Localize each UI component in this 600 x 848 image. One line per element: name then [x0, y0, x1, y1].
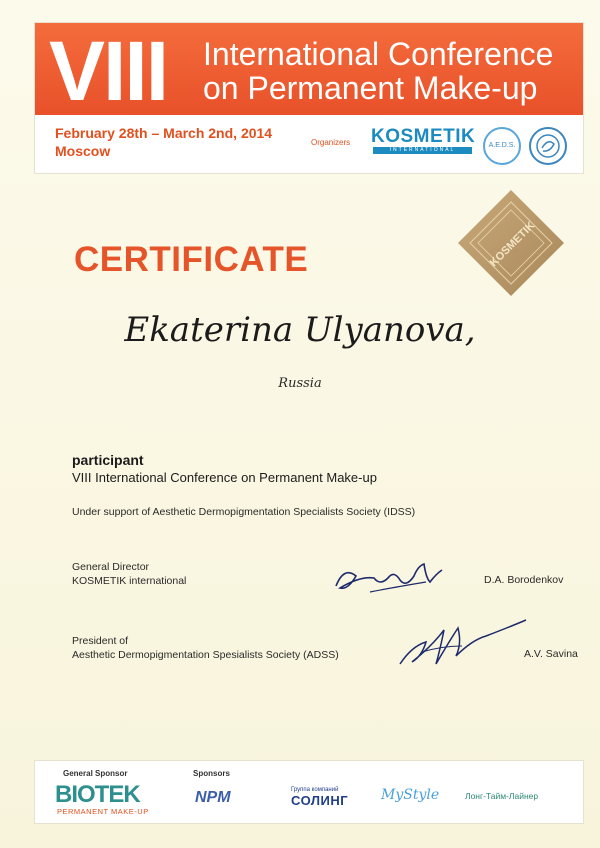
- npm-logo: NPM: [195, 789, 231, 806]
- conference-dates: February 28th – March 2nd, 2014: [55, 125, 273, 141]
- soling-logo: [291, 787, 367, 808]
- recipient-country: Russia: [278, 376, 322, 391]
- soling-logo-top: Группа компаний: [291, 787, 339, 793]
- signatory-1-title-line1: General Director: [72, 561, 150, 573]
- conference-title: [203, 37, 573, 105]
- conference-title-line1: International Conference: [203, 36, 554, 72]
- signatory-2-title-line2: Aesthetic Dermopigmentation Spesialists Society (ADSS): [72, 649, 339, 661]
- participant-role: participant: [72, 452, 144, 468]
- signatory-2-title: [72, 634, 339, 662]
- aeds-logo: [483, 127, 521, 165]
- sponsors-label: Sponsors: [193, 769, 230, 778]
- kosmetik-seal-icon: [456, 188, 566, 298]
- support-note: Under support of Aesthetic Dermopigmentation Specialists Society (IDSS): [72, 506, 416, 518]
- signature-1-icon: [330, 556, 450, 602]
- recipient-name: Ekaterina Ulyanova,: [124, 310, 476, 350]
- aeds-logo-text: A.E.D.S.: [488, 142, 516, 149]
- soling-logo-main: СОЛИНГ: [291, 793, 349, 808]
- biotek-logo: BIOTEK: [55, 781, 140, 808]
- conference-title-line2: on Permanent Make-up: [203, 70, 538, 106]
- kosmetik-logo: KOSMETIK: [371, 126, 476, 147]
- kosmetik-logo-sub: INTERNATIONAL: [373, 147, 472, 154]
- society-emblem-icon: [529, 127, 567, 165]
- signatory-2-name: A.V. Savina: [524, 648, 578, 660]
- mystyle-logo: MyStyle: [381, 787, 440, 803]
- organizers-label: Organizers: [311, 138, 351, 147]
- longtime-liner-logo: Лонг-Тайм-Лайнер: [465, 791, 539, 801]
- seal-text: KOSMETIK: [487, 219, 538, 270]
- general-sponsor-label: General Sponsor: [63, 769, 128, 778]
- sponsors-footer: [34, 760, 584, 824]
- signatory-1-title-line2: KOSMETIK international: [72, 575, 187, 587]
- conference-name: VIII International Conference on Permanent Make-up: [72, 470, 377, 485]
- biotek-logo-sub: PERMANENT MAKE-UP: [57, 807, 149, 816]
- signatory-1-title: [72, 560, 186, 588]
- conference-number: VIII: [49, 24, 168, 118]
- signature-2-icon: [392, 616, 532, 672]
- conference-city: Moscow: [55, 143, 111, 159]
- conference-banner: [35, 23, 583, 118]
- conference-header: [34, 22, 584, 174]
- signatory-1-name: D.A. Borodenkov: [484, 574, 564, 586]
- certificate-title: CERTIFICATE: [74, 240, 309, 279]
- conference-dates-block: [55, 124, 272, 160]
- signatory-2-title-line1: President of: [72, 635, 129, 647]
